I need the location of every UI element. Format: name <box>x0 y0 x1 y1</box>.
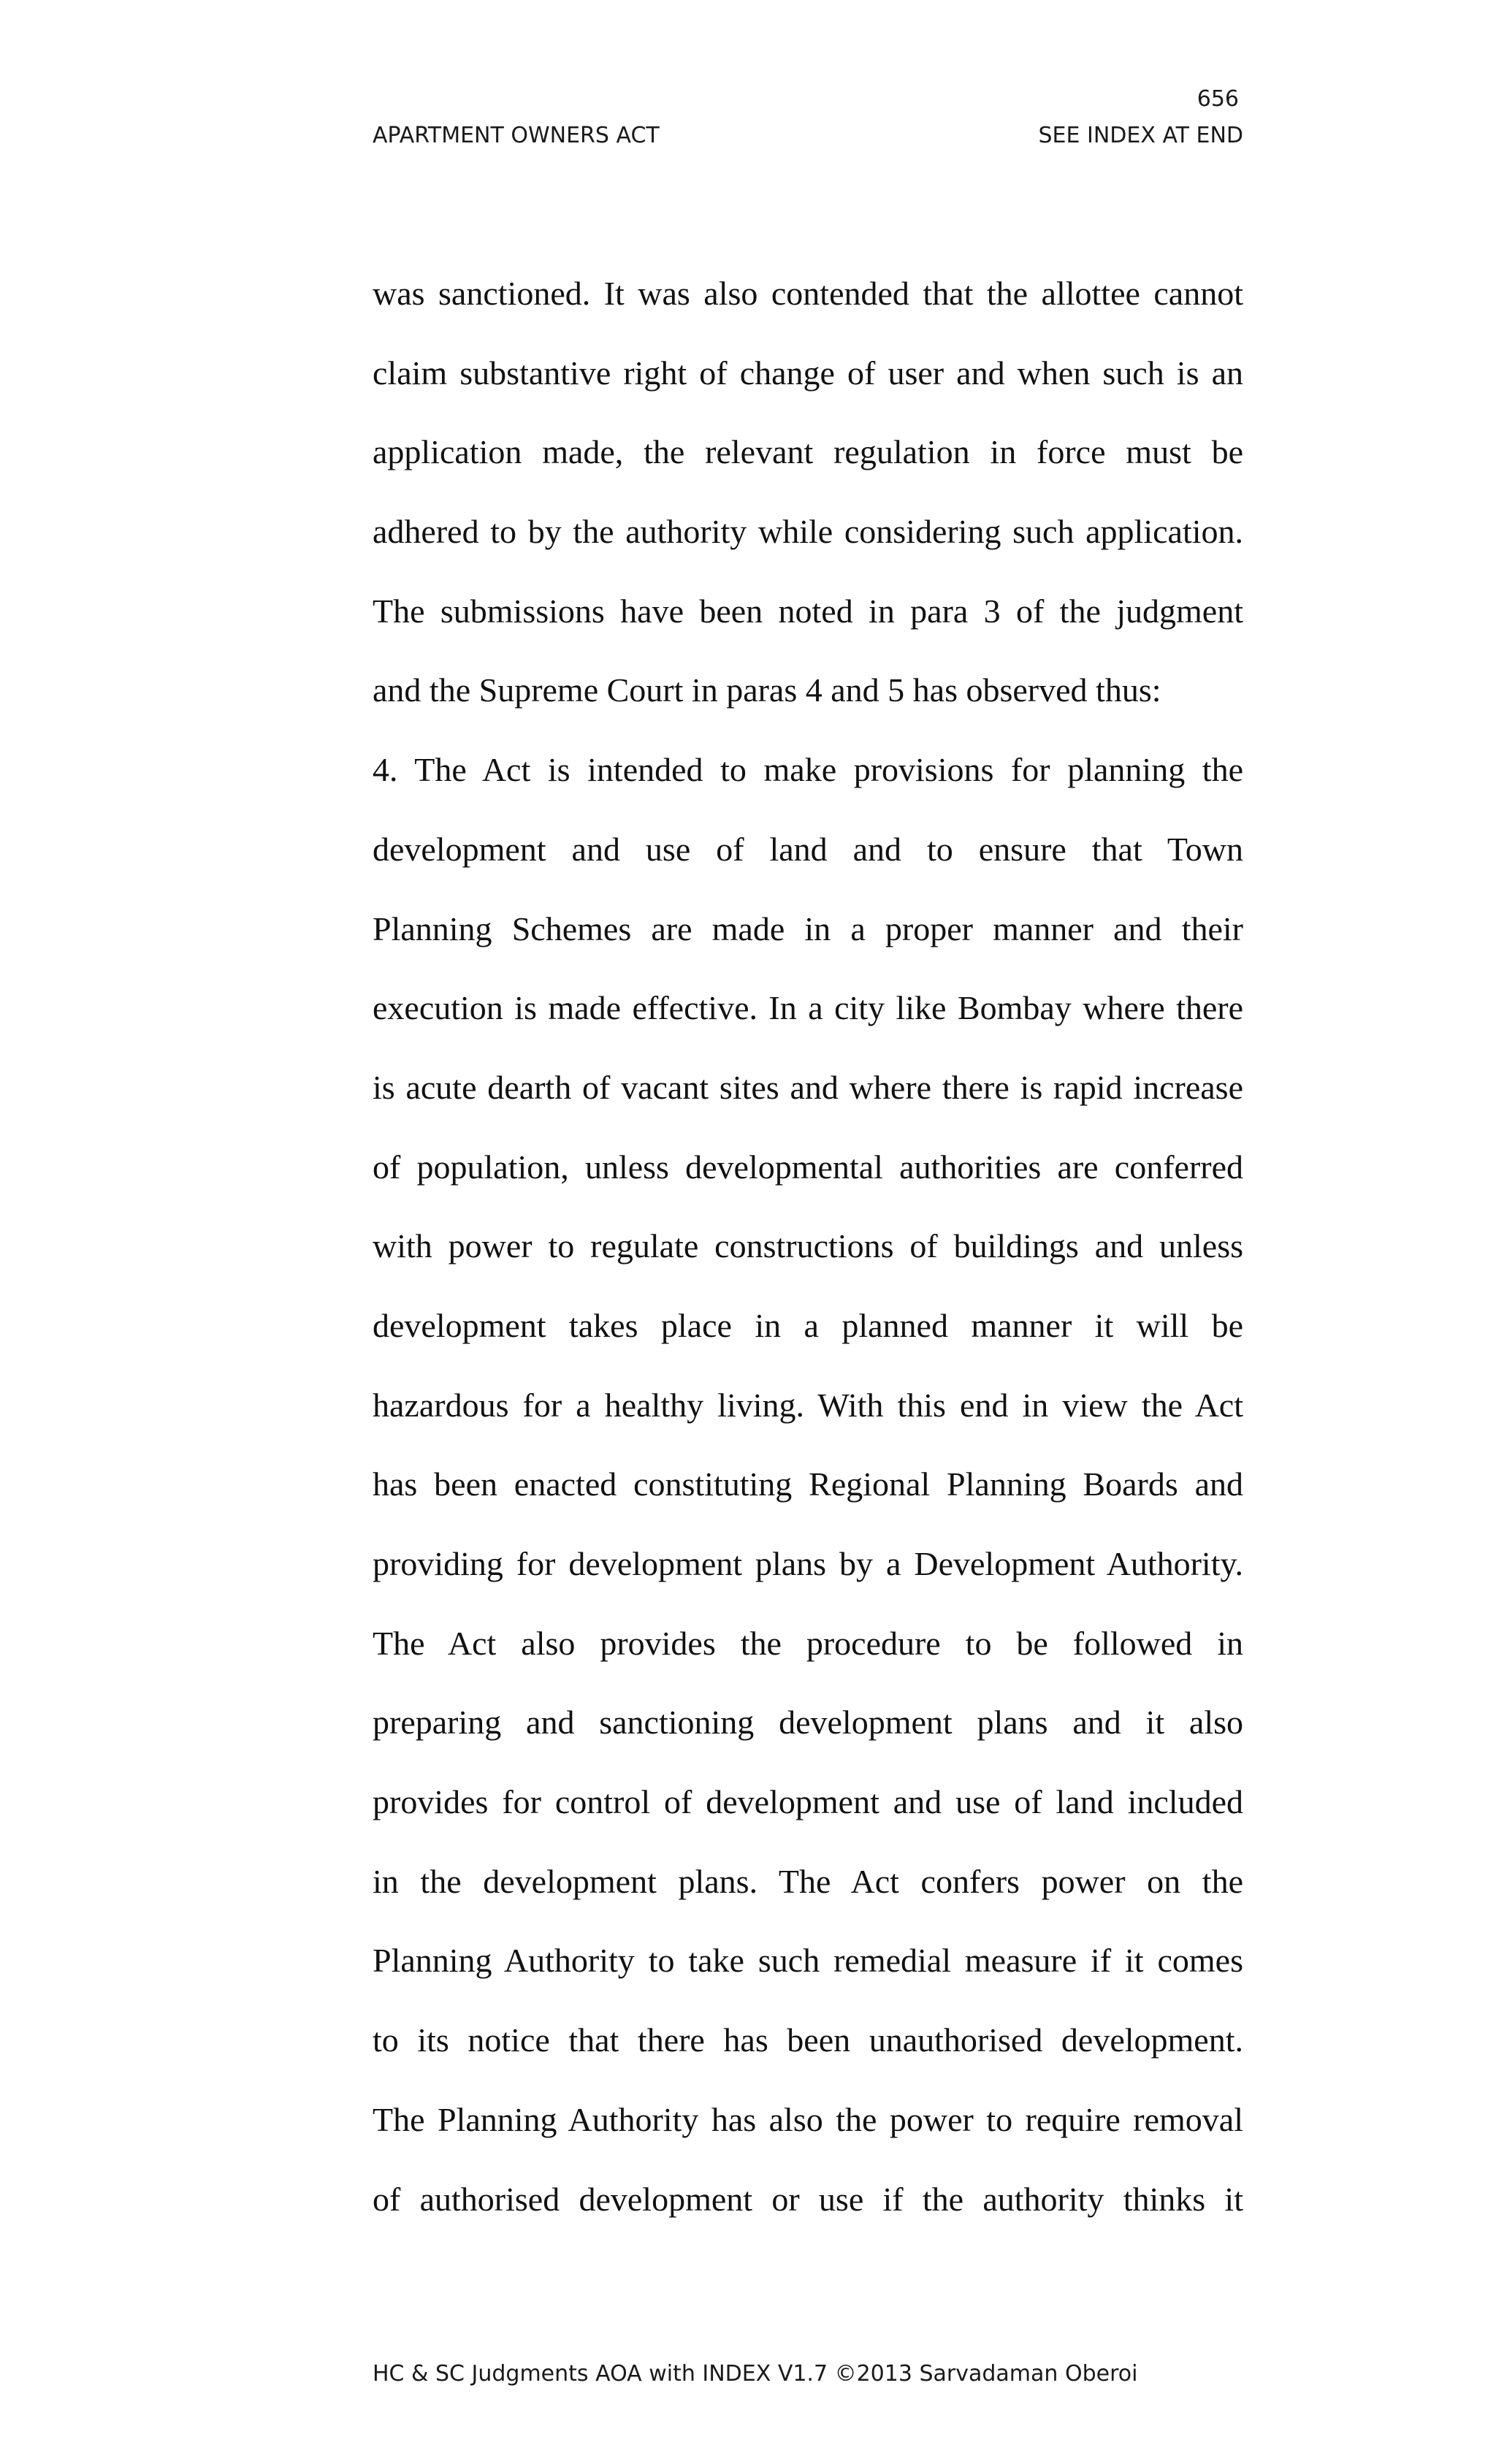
text-line: development takes place in a planned manner it will be <box>373 1306 1243 1344</box>
running-header <box>373 123 1243 148</box>
text-line: adhered to by the authority while considering such application. <box>373 513 1243 551</box>
text-line: The Planning Authority has also the power to require removal <box>373 2100 1243 2138</box>
text-line: execution is made effective. In a city like Bombay where there <box>373 989 1243 1027</box>
text-line: preparing and sanctioning development plans and it also <box>373 1704 1243 1742</box>
header-index-note: SEE INDEX AT END <box>1038 123 1243 148</box>
text-line: hazardous for a healthy living. With this end in view the Act <box>373 1386 1243 1424</box>
page-footer: HC & SC Judgments AOA with INDEX V1.7 ©2013 Sarvadaman Oberoi <box>373 2361 1138 2387</box>
page-number: 656 <box>1197 86 1239 112</box>
text-line: in the development plans. The Act confers power on the <box>373 1862 1243 1900</box>
text-line: The submissions have been noted in para 3 of the judgment <box>373 592 1243 630</box>
text-line: of authorised development or use if the authority thinks it <box>373 2180 1243 2218</box>
text-line: was sanctioned. It was also contended that the allottee cannot <box>373 275 1243 312</box>
text-line: to its notice that there has been unauthorised development. <box>373 2021 1243 2059</box>
text-line: has been enacted constituting Regional Planning Boards and <box>373 1465 1243 1503</box>
text-line: is acute dearth of vacant sites and where there is rapid increase <box>373 1068 1243 1106</box>
text-line: providing for development plans by a Development Authority. <box>373 1545 1243 1582</box>
document-body <box>373 254 1243 2239</box>
header-title: APARTMENT OWNERS ACT <box>373 123 660 148</box>
text-line: and the Supreme Court in paras 4 and 5 has observed thus: <box>373 671 1161 709</box>
text-line: 4. The Act is intended to make provisions for planning the <box>373 751 1243 789</box>
text-line: Planning Schemes are made in a proper manner and their <box>373 909 1243 947</box>
text-line: of population, unless developmental authorities are conferred <box>373 1148 1243 1186</box>
text-line: provides for control of development and use of land included <box>373 1783 1243 1821</box>
text-line: Planning Authority to take such remedial measure if it comes <box>373 1942 1243 1980</box>
text-line: claim substantive right of change of user and when such is an <box>373 354 1243 392</box>
text-line: development and use of land and to ensure that Town <box>373 830 1243 868</box>
text-line: application made, the relevant regulation in force must be <box>373 433 1243 471</box>
text-line: The Act also provides the procedure to be followed in <box>373 1624 1243 1662</box>
text-line: with power to regulate constructions of buildings and unless <box>373 1227 1243 1265</box>
